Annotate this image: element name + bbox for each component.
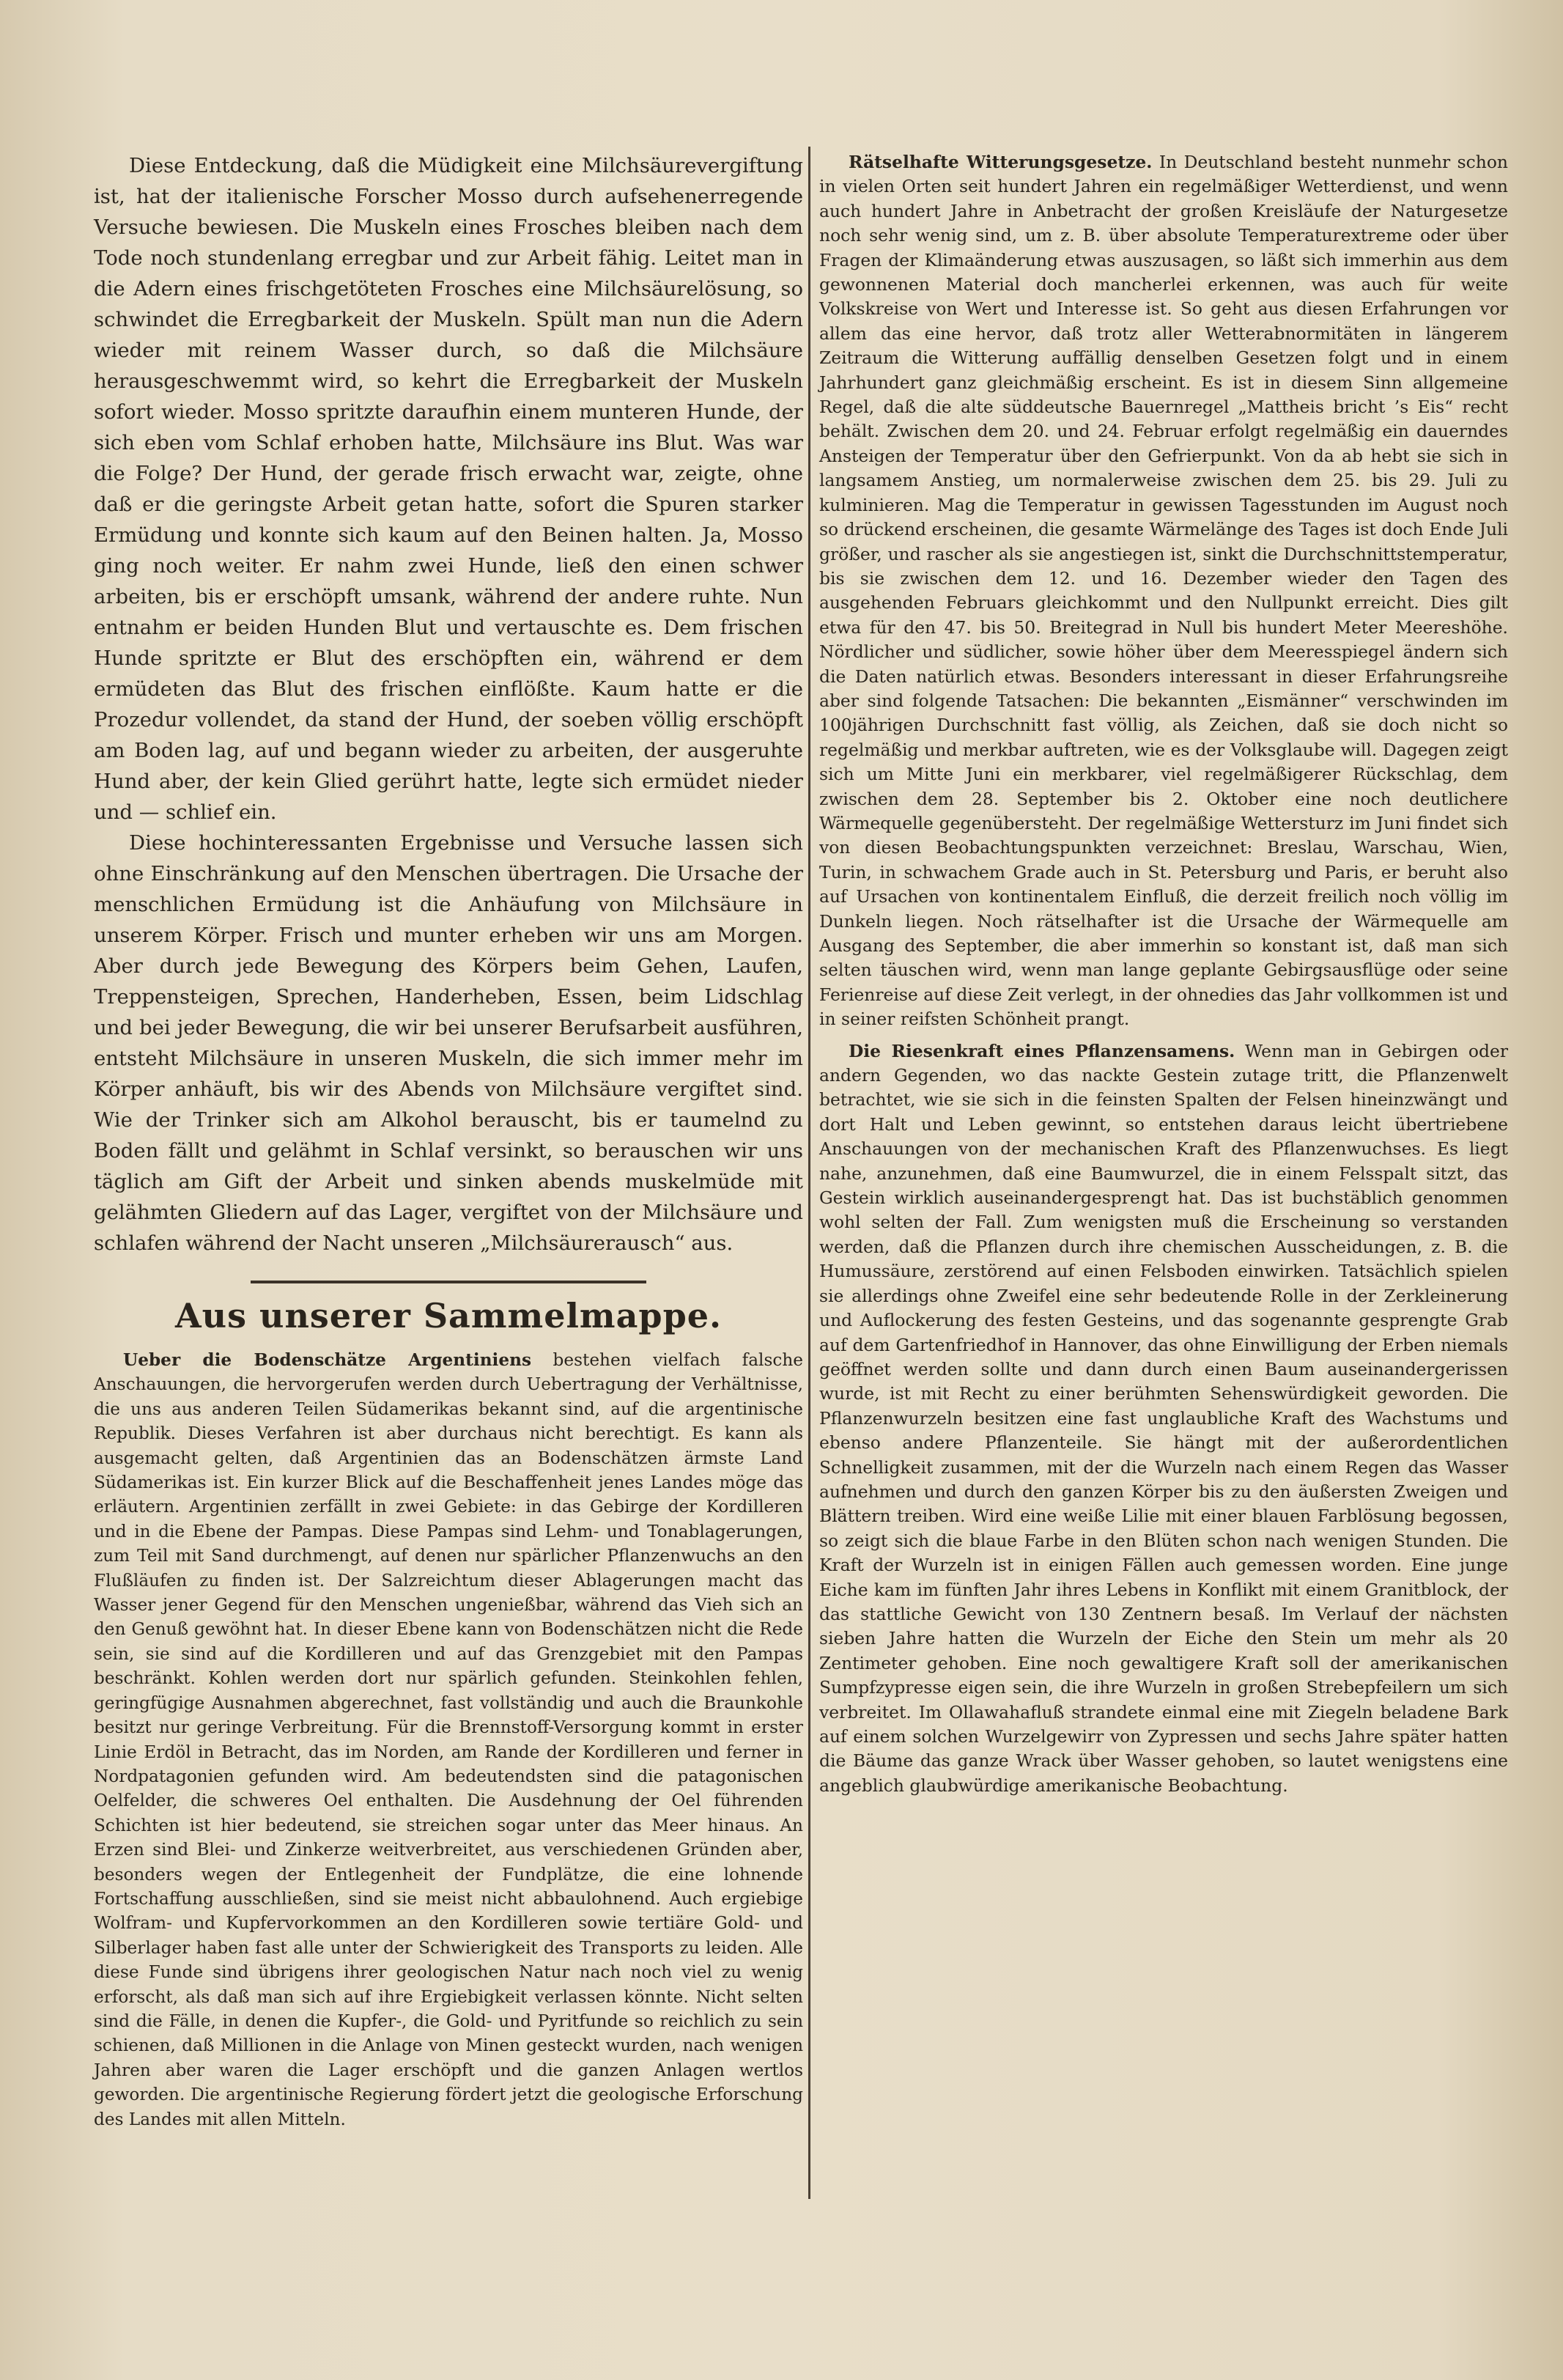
fatigue-paragraph-1: Diese Entdeckung, daß die Müdigkeit eine Milchsäurevergiftung ist, hat der italienische Forscher Mosso durch aufsehenerregende Versuche bewiesen. Die Muskeln eines Frosches bleiben nach dem Tode noch stundenlang erregbar und zur Arbeit fähig. Leitet man in die Adern eines frischgetöteten Frosches eine Milchsäurelösung, so schwindet die Erregbarkeit der Muskeln. Spült man nun die Adern wieder mit reinem Wasser durch, so daß die Milchsäure herausgeschwemmt wird, so kehrt die Erregbarkeit der Muskeln sofort wieder. Mosso spritzte daraufhin einem munteren Hunde, der sich eben vom Schlaf erhoben hatte, Milchsäure ins Blut. Was war die Folge? Der Hund, der gerade frisch erwacht war, zeigte, ohne daß er die geringste Arbeit getan hatte, sofort die Spuren starker Ermüdung und konnte sich kaum auf den Beinen halten. Ja, Mosso ging noch weiter. Er nahm zwei Hunde, ließ den einen schwer arbeiten, bis er erschöpft umsank, während der andere ruhte. Nun entnahm er beiden Hunden Blut und vertauschte es. Dem frischen Hunde spritzte er Blut des erschöpften ein, während er dem ermüdeten das Blut des frischen einflößte. Kaum hatte er die Prozedur vollendet, da stand der Hund, der soeben völlig erschöpft am Boden lag, auf und begann wieder zu arbeiten, der ausgeruhte Hund aber, der kein Glied gerührt hatte, legte sich ermüdet nieder und — schlief ein. (94, 154, 803, 824)
argentina-article (94, 1348, 803, 2132)
right-column (819, 150, 1508, 1798)
column-rule (808, 147, 810, 2199)
left-column (94, 150, 803, 2132)
plant-seed-article-lead: Die Riesenkraft eines Pflanzensamens. (849, 1040, 1235, 1061)
plant-seed-article-body: Wenn man in Gebirgen oder andern Gegenden, wo das nackte Gestein zutage tritt, die Pflanzenwelt betrachtet, wie sie sich in die feinsten Spalten der Felsen hineinzwängt und dort Halt und Leben gewinnt, so entstehen daraus leicht übertriebene Anschauungen von der mechanischen Kraft des Pflanzenwuchses. Es liegt nahe, anzunehmen, daß eine Baumwurzel, die in einem Felsspalt sitzt, das Gestein wirklich auseinandergesprengt hat. Das ist buchstäblich genommen wohl selten der Fall. Zum wenigsten muß die Erscheinung so verstanden werden, daß die Pflanzen durch ihre chemischen Ausscheidungen, z. B. die Humussäure, zerstörend auf einen Felsboden einwirken. Tatsächlich spielen sie allerdings ohne Zweifel eine sehr bedeutende Rolle in der Zerkleinerung und Auflockerung des festen Gesteins, und das sogenannte gesprengte Grab auf dem Gartenfriedhof in Hannover, das ohne Einwilligung der Erben niemals geöffnet werden sollte und dann durch einen Baum auseinandergerissen wurde, ist mit Recht zu einer berühmten Sehenswürdigkeit geworden. Die Pflanzenwurzeln besitzen eine fast unglaubliche Kraft des Wachstums und ebenso andere Pflanzenteile. Sie hängt mit der außerordentlichen Schnelligkeit zusammen, mit der die Wurzeln nach einem Regen das Wasser aufnehmen und durch den ganzen Körper bis zu den äußersten Zweigen und Blättern treiben. Wird eine weiße Lilie mit einer blauen Farblösung begossen, so zeigt sich die blaue Farbe in den Blüten schon nach wenigen Stunden. Die Kraft der Wurzeln ist in einigen Fällen auch gemessen worden. Eine junge Eiche kam im fünften Jahr ihres Lebens in Konflikt mit einem Granitblock, der das stattliche Gewicht von 130 Zentnern besaß. Im Verlauf der nächsten sieben Jahre hatten die Wurzeln der Eiche den Stein um mehr als 20 Zentimeter gehoben. Eine noch gewaltigere Kraft soll der amerikanischen Sumpfzypresse eigen sein, die ihre Wurzeln in großen Strebepfeilern um sich verbreitet. Im Ollawahafluß strandete einmal eine mit Ziegeln beladene Bark auf einem solchen Wurzelgewirr von Zypressen und sechs Jahre später hatten die Bäume das ganze Wrack über Wasser gehoben, so lautet wenigstens eine angeblich glaubwürdige amerikanische Beobachtung. (819, 1040, 1509, 1796)
weather-article-body: In Deutschland besteht nunmehr schon in vielen Orten seit hundert Jahren ein regelmäßiger Wetterdienst, und wenn auch hundert Jahre in Anbetracht der großen Kreisläufe der Naturgesetze noch sehr wenig sind, um z. B. über absolute Temperaturextreme oder über Fragen der Klimaänderung etwas auszusagen, so läßt sich immerhin aus dem gewonnenen Material doch mancherlei erkennen, was auch für weite Volkskreise von Wert und Interesse ist. So geht aus diesen Erfahrungen vor allem das eine hervor, daß trotz aller Wetterabnormitäten in längerem Zeitraum die Witterung auffällig denselben Gesetzen folgt und in einem Jahrhundert ganz gleichmäßig erscheint. Es ist in diesem Sinn allgemeine Regel, daß die alte süddeutsche Bauernregel „Mattheis bricht ’s Eis“ recht behält. Zwischen dem 20. und 24. Februar erfolgt regelmäßig ein dauerndes Ansteigen der Temperatur über den Gefrierpunkt. Von da ab hebt sie sich in langsamem Anstieg, um normalerweise zwischen dem 25. bis 29. Juli zu kulminieren. Mag die Temperatur in gewissen Tagesstunden im August noch so drückend erscheinen, die gesamte Wärmelänge des Tages ist doch Ende Juli größer, und rascher als sie angestiegen ist, sinkt die Durchschnittstemperatur, bis sie zwischen dem 12. und 16. Dezember wieder den Tagen des ausgehenden Februars gleichkommt und den Nullpunkt erreicht. Dies gilt etwa für den 47. bis 50. Breitegrad in Null bis hundert Meter Meereshöhe. Nördlicher und südlicher, sowie höher über dem Meeresspiegel ändern sich die Daten natürlich etwas. Besonders interessant in dieser Erfahrungsreihe aber sind folgende Tatsachen: Die bekannten „Eismänner“ verschwinden im 100jährigen Durchschnitt fast völlig, als Zeichen, daß sie doch nicht so regelmäßig und merkbar auftreten, wie es der Volksglaube will. Dagegen zeigt sich um Mitte Juni ein merkbarer, viel regelmäßigerer Rückschlag, dem zwischen dem 28. September bis 2. Oktober eine noch deutlichere Wärmequelle gegenübersteht. Der regelmäßige Wettersturz im Juni findet sich von diesen Beobachtungspunkten verzeichnet: Breslau, Warschau, Wien, Turin, in schwachem Grade auch in St. Petersburg und Paris, er beruht also auf Ursachen von kontinentalem Einfluß, die derzeit freilich noch völlig im Dunkeln liegen. Noch rätselhafter ist die Ursache der Wärmequelle am Ausgang des September, die aber immerhin so konstant ist, daß man sich selten täuschen wird, wenn man lange geplante Gebirgsausflüge oder seine Ferienreise auf diese Zeit verlegt, in der ohnedies das Jahr vollkommen ist und in seiner reifsten Schönheit prangt. (819, 152, 1508, 1030)
weather-article (819, 150, 1508, 1032)
argentina-article-body: bestehen vielfach falsche Anschauungen, die hervorgerufen werden durch Uebertragung der Verhältnisse, die uns aus anderen Teilen Südamerikas bekannt sind, auf die argentinische Republik. Dieses Verfahren ist aber durchaus nicht berechtigt. Es kann als ausgemacht gelten, daß Argentinien das an Bodenschätzen ärmste Land Südamerikas ist. Ein kurzer Blick auf die Beschaffenheit jenes Landes möge das erläutern. Argentinien zerfällt in zwei Gebiete: in das Gebirge der Kordilleren und in die Ebene der Pampas. Diese Pampas sind Lehm- und Tonablagerungen, zum Teil mit Sand durchmengt, auf denen nur spärlicher Pflanzenwuchs an den Flußläufen zu finden ist. Der Salzreichtum dieser Ablagerungen macht das Wasser jener Gegend für den Menschen ungenießbar, während das Vieh sich an den Genuß gewöhnt hat. In dieser Ebene kann von Bodenschätzen nicht die Rede sein, sie sind auf die Kordilleren und auf das Grenzgebiet mit den Pampas beschränkt. Kohlen werden dort nur spärlich gefunden. Steinkohlen fehlen, geringfügige Ausnahmen abgerechnet, fast vollständig und auch die Braunkohle besitzt nur geringe Verbreitung. Für die Brennstoff-Versorgung kommt in erster Linie Erdöl in Betracht, das im Norden, am Rande der Kordilleren und ferner in Nordpatagonien gefunden wird. Am bedeutendsten sind die patagonischen Oelfelder, die schweres Oel enthalten. Die Ausdehnung der Oel führenden Schichten ist hier bedeutend, sie streichen sogar unter das Meer hinaus. An Erzen sind Blei- und Zinkerze weitverbreitet, aus verschiedenen Gründen aber, besonders wegen der Entlegenheit der Fundplätze, die eine lohnende Fortschaffung ausschließen, sind sie meist nicht abbaulohnend. Auch ergiebige Wolfram- und Kupfervorkommen an den Kordilleren sowie tertiäre Gold- und Silberlager haben fast alle unter der Schwierigkeit des Transports zu leiden. Alle diese Funde sind übrigens ihrer geologischen Natur nach noch viel zu wenig erforscht, als daß man sich auf ihre Ergiebigkeit verlassen könnte. Nicht selten sind die Fälle, in denen die Kupfer-, die Gold- und Pyritfunde so reichlich zu sein schienen, daß Millionen in die Anlage von Minen gesteckt wurden, nach wenigen Jahren aber waren die Lager erschöpft und die ganzen Anlagen wertlos geworden. Die argentinische Regierung fördert jetzt die geologische Erforschung des Landes mit allen Mitteln. (94, 1350, 803, 2129)
section-divider (251, 1281, 646, 1283)
argentina-article-lead: Ueber die Bodenschätze Argentiniens (123, 1350, 532, 1370)
plant-seed-article (819, 1039, 1508, 1799)
section-heading: Aus unserer Sammelmappe. (174, 1296, 723, 1335)
fatigue-paragraph-2: Diese hochinteressanten Ergebnisse und Versuche lassen sich ohne Einschränkung auf den Menschen übertragen. Die Ursache der menschlichen Ermüdung ist die Anhäufung von Milchsäure in unserem Körper. Frisch und munter erheben wir uns am Morgen. Aber durch jede Bewegung des Körpers beim Gehen, Laufen, Treppensteigen, Sprechen, Handerheben, Essen, beim Lidschlag und bei jeder Bewegung, die wir bei unserer Berufsarbeit ausführen, entsteht Milchsäure in unseren Muskeln, die sich immer mehr im Körper anhäuft, bis wir des Abends von Milchsäure vergiftet sind. Wie der Trinker sich am Alkohol berauscht, bis er taumelnd zu Boden fällt und gelähmt in Schlaf versinkt, so berauschen wir uns täglich am Gift der Arbeit und sinken abends muskelmüde mit gelähmten Gliedern auf das Lager, vergiftet von der Milchsäure und schlafen während der Nacht unseren „Milchsäurerausch“ aus. (94, 831, 803, 1255)
weather-article-lead: Rätselhafte Witterungsgesetze. (849, 152, 1153, 172)
